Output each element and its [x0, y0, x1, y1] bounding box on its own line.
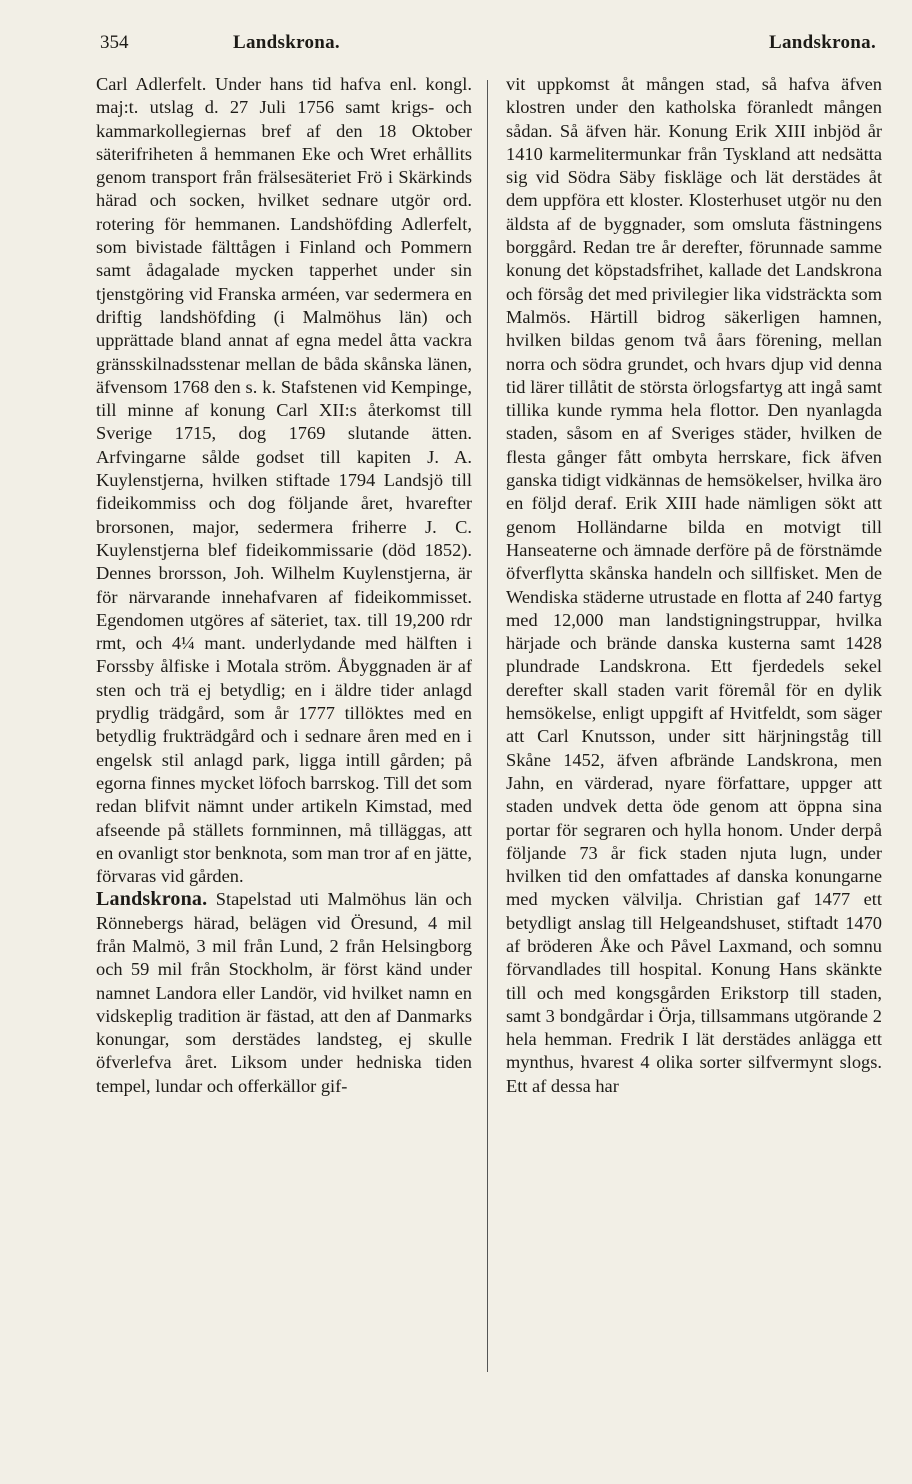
running-head-left: Landskrona. [233, 32, 340, 53]
entry-headword: Landskrona. [96, 888, 208, 911]
running-head-right: Landskrona. [769, 32, 876, 53]
left-column [96, 73, 472, 1098]
column-divider [487, 80, 488, 1372]
landskrona-entry [96, 888, 472, 1098]
right-column [506, 73, 882, 1098]
left-paragraph-1: Carl Adlerfelt. Under hans tid hafva enl. kongl. maj:t. utslag d. 27 Juli 1756 samt krigs- och kammarkollegiernas bref af den 18 Oktober säterifriheten å hemmanen Eke och Wret erhållits genom transport från frälsesäteriet Frö i Skärkinds härad och socken, hvilket sednare utgör ord. rotering för hemmanen. Landshöfding Adlerfelt, som bivistade fälttågen i Finland och Pommern samt ådagalade mycken tapperhet under sin tjenstgöring vid Franska arméen, var sedermera en driftig landshöfding (i Malmöhus län) och upprättade bland annat af egna medel åtta vackra gränsskilnadsstenar mellan de båda skånska länen, äfvensom 1768 den s. k. Stafstenen vid Kempinge, till minne af konung Carl XII:s återkomst till Sverige 1715, dog 1769 slutande ätten. Arfvingarne sålde godset till kapiten J. A. Kuylenstjerna, hvilken stiftade 1794 Landsjö till fideikommiss och dog följande året, hvarefter brorsonen, major, sedermera friherre J. C. Kuylenstjerna blef fideikommissarie (död 1852). Dennes brorsson, Joh. Wilhelm Kuylenstjerna, är för närvarande innehafvaren af fideikommisset. Egendomen utgöres af säteriet, tax. till 19,200 rdr rmt, och 4¼ mant. underlydande med hälften i Forssby ålfiske i Motala ström. Åbyggnaden är af sten och trä ej betydlig; en i äldre tider anlagd prydlig trädgård, som år 1777 tillöktes med en betydlig frukträdgård och i sednare åren med en i engelsk stil anlagd park, ligga intill gården; på egorna finnes mycket löfoch barrskog. Till det som redan blifvit nämnt under artikeln Kimstad, med afseende på ställets fornminnen, må tilläggas, att en ovanligt stor benknota, som man tror af en jätte, förvaras vid gården. [96, 74, 472, 887]
right-paragraph-1: vit uppkomst åt mången stad, så hafva äfven klostren under den katholska föranledt mången sådan. Så äfven här. Konung Erik XIII inbjöd år 1410 karmelitermunkar från Tyskland att nedsätta sig vid Södra Säby fiskläge och lät derstädes åt dem uppföra ett kloster. Klosterhuset utgör nu den äldsta af de byggnader, som omsluta fästningens borggård. Redan tre år derefter, förunnade samme konung det köpstadsfrihet, kallade det Landskrona och försåg det med privilegier lika vidsträckta som Malmös. Härtill bidrog säkerligen hamnen, hvilken bildas genom två åars förening, mellan norra och södra grundet, och hvars djup vid denna tid lärer tillåtit de största örlogsfartyg att ingå samt tillika kunde rymma hela flottor. Den nyanlagda staden, såsom en af Sveriges städer, hvilken de flesta gånger fått ombyta herrskare, fick äfven ganska tidigt vidkännas de hemsökelser, hvilka äro en följd deraf. Erik XIII hade nämligen sökt att genom Holländarne bilda en motvigt till Hanseaterne och ämnade derföre på de förstnämde öfverflytta skånska handeln och sillfisket. Men de Wendiska städerne utrustade en flotta af 240 fartyg med 12,000 man landstigningstruppar, hvilka härjade och brände danska kusterna samt 1428 plundrade Landskrona. Ett fjerdedels sekel derefter skall staden varit föremål för en dylik hemsökelse, enligt uppgift af Hvitfeldt, som säger att Carl Knutsson, under sitt härjningståg till Skåne 1452, äfven afbrände Landskrona, men Jahn, en värderad, nyare författare, uppger att staden undvek detta öde genom att öppna sina portar för segraren och hylla honom. Under derpå följande 73 år fick staden njuta lugn, under hvilken tid den omfattades af danska konungarne med mycken välvilja. Christian gaf 1477 ett betydligt anslag till Helgeandshuset, stiftadt 1470 af bröderen Åke och Påvel Laxmand, och somnu förvandlades till hospital. Konung Hans skänkte till och med kongsgården Erikstorp till staden, samt 3 bondgårdar i Örja, tillsammans utgörande 2 hela hemman. Fredrik I lät derstädes anlägga ett mynthus, hvarest 4 olika sorter silfvermynt slogs. Ett af dessa har [506, 74, 882, 1096]
page-number: 354 [100, 32, 129, 53]
page-header [100, 32, 876, 64]
left-paragraph-2: Stapelstad uti Malmöhus län och Rönnebergs härad, belägen vid Öresund, 4 mil från Malmö, 3 mil från Lund, 2 från Helsingborg och 59 mil från Stockholm, är först känd under namnet Landora eller Landör, vid hvilket namn en vidskeplig tradition är fästad, att den af Danmarks konungar, som derstädes landsteg, ej skulle öfverlefva året. Liksom under hedniska tiden tempel, lundar och offerkällor gif- [96, 889, 472, 1096]
